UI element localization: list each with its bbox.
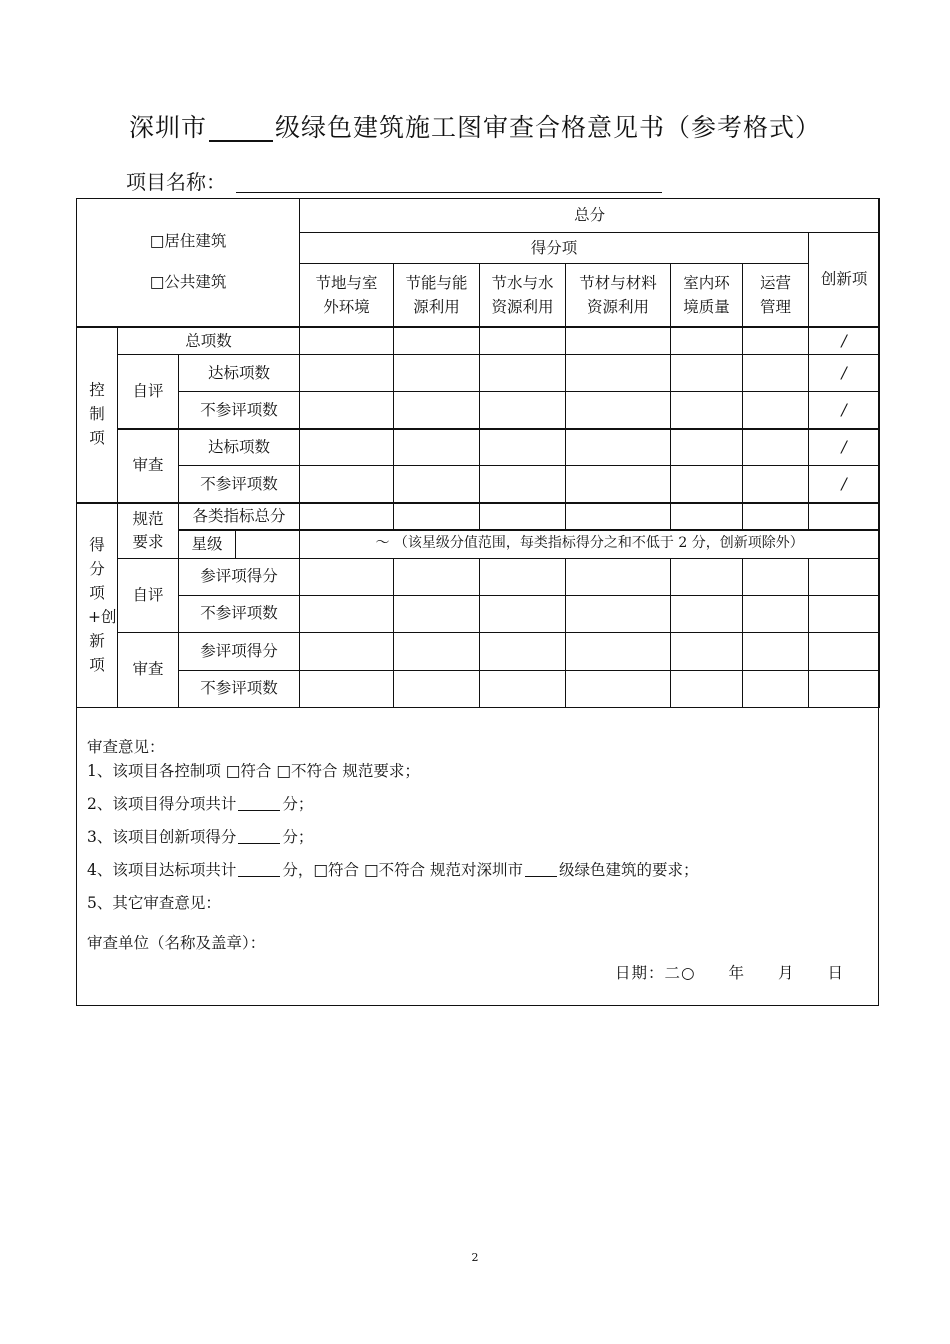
- table-cell: [566, 466, 671, 503]
- spec-req-label: 规范要求: [118, 503, 179, 559]
- star-level-label: 星级: [179, 531, 236, 558]
- title-suffix: 级绿色建筑施工图审查合格意见书（参考格式）: [275, 113, 822, 142]
- met-items-label: 达标项数: [179, 429, 300, 466]
- table-cell: [300, 558, 394, 595]
- category-header: 节材与材料资源利用: [566, 264, 671, 327]
- table-cell: [566, 595, 671, 632]
- blank-line: [238, 810, 280, 811]
- review-opinion-box: [76, 711, 879, 1006]
- self-eval-label: 自评: [118, 558, 179, 632]
- table-cell: [394, 503, 480, 530]
- table-cell: [566, 670, 671, 707]
- review-line-2: 2、该项目得分项共计 分；: [87, 795, 314, 813]
- review-line-5: 5、其它审查意见：: [87, 894, 221, 912]
- table-cell: [480, 466, 566, 503]
- table-cell: [743, 327, 809, 355]
- score-items-header: 得分项: [300, 233, 809, 264]
- table-cell: [566, 327, 671, 355]
- table-cell: [394, 392, 480, 429]
- table-cell: [480, 558, 566, 595]
- met-items-label: 达标项数: [179, 355, 300, 392]
- not-eval-items-label: 不参评项数: [179, 595, 300, 632]
- evaluation-table: [76, 198, 880, 708]
- table-cell: [480, 355, 566, 392]
- type-public: □公共建筑: [149, 273, 227, 292]
- page-number: 2: [471, 1251, 479, 1264]
- scoring-items-label: 得分项+创新项: [77, 503, 118, 708]
- table-cell: [300, 503, 394, 530]
- table-cell: [300, 670, 394, 707]
- star-range-note: ～ （该星级分值范围，每类指标得分之和不低于 2 分，创新项除外）: [300, 530, 880, 559]
- table-cell: [671, 595, 743, 632]
- eval-score-label: 参评项得分: [179, 632, 300, 670]
- blank-line: [238, 876, 280, 877]
- category-header: 运营管理: [743, 264, 809, 327]
- title-level-blank: [209, 140, 273, 142]
- type-residential: □居住建筑: [149, 232, 227, 251]
- table-cell: [480, 429, 566, 466]
- blank-line: [525, 876, 557, 877]
- table-cell: [394, 466, 480, 503]
- table-cell: [300, 595, 394, 632]
- table-cell: [394, 595, 480, 632]
- table-cell: [566, 355, 671, 392]
- table-cell: [743, 466, 809, 503]
- review-label: 审查: [118, 429, 179, 503]
- category-total-label: 各类指标总分: [179, 503, 300, 530]
- table-cell: [394, 429, 480, 466]
- review-line-4: 4、该项目达标项共计 分，□符合 □不符合 规范对深圳市 级绿色建筑的要求；: [87, 861, 699, 879]
- table-cell: [809, 670, 880, 707]
- eval-score-label: 参评项得分: [179, 558, 300, 595]
- review-line-3: 3、该项目创新项得分 分；: [87, 828, 314, 846]
- table-cell: [300, 429, 394, 466]
- title-prefix: 深圳市: [128, 113, 207, 142]
- table-cell: [809, 558, 880, 595]
- table-cell: [300, 355, 394, 392]
- table-cell: [743, 355, 809, 392]
- table-cell: [300, 327, 394, 355]
- table-cell: [480, 670, 566, 707]
- table-cell: [671, 670, 743, 707]
- table-cell: [671, 355, 743, 392]
- table-cell: [809, 503, 880, 530]
- total-items-label: 总项数: [118, 327, 300, 355]
- table-cell: [671, 392, 743, 429]
- table-cell: [671, 466, 743, 503]
- not-eval-items-label: 不参评项数: [179, 392, 300, 429]
- table-cell: [480, 595, 566, 632]
- innovation-slash: /: [809, 429, 880, 466]
- table-cell: [394, 632, 480, 670]
- category-header: 节能与能源利用: [394, 264, 480, 327]
- table-cell: [743, 429, 809, 466]
- table-cell: [743, 595, 809, 632]
- table-cell: [480, 327, 566, 355]
- table-cell: [671, 632, 743, 670]
- table-cell: [394, 327, 480, 355]
- table-cell: [480, 392, 566, 429]
- table-cell: [566, 632, 671, 670]
- page-title: [0, 108, 950, 144]
- table-cell: [743, 632, 809, 670]
- table-cell: [566, 503, 671, 530]
- table-cell: [300, 392, 394, 429]
- table-cell: [671, 558, 743, 595]
- blank-line: [238, 843, 280, 844]
- table-cell: [300, 632, 394, 670]
- table-cell: [671, 327, 743, 355]
- project-name-line: [236, 192, 662, 193]
- table-cell: [394, 670, 480, 707]
- review-unit: 审查单位（名称及盖章）：: [87, 934, 266, 952]
- innovation-slash: /: [809, 392, 880, 429]
- not-eval-items-label: 不参评项数: [179, 670, 300, 707]
- table-cell: [480, 503, 566, 530]
- table-cell: [671, 503, 743, 530]
- category-header: 节地与室外环境: [300, 264, 394, 327]
- building-type-cell: [77, 199, 300, 327]
- not-eval-items-label: 不参评项数: [179, 466, 300, 503]
- table-cell: [300, 466, 394, 503]
- category-header: 室内环境质量: [671, 264, 743, 327]
- control-items-label: 控制项: [77, 327, 118, 503]
- table-cell: [743, 503, 809, 530]
- table-cell: [809, 632, 880, 670]
- table-cell: [743, 392, 809, 429]
- table-cell: [394, 355, 480, 392]
- table-cell: [566, 392, 671, 429]
- table-cell: [394, 558, 480, 595]
- innovation-slash: /: [809, 355, 880, 392]
- review-heading: 审查意见：: [87, 738, 165, 756]
- innovation-slash: /: [809, 327, 880, 355]
- project-name-label: 项目名称：: [126, 170, 226, 194]
- review-line-1: 1、该项目各控制项 □符合 □不符合 规范要求；: [87, 762, 420, 780]
- table-cell: [743, 558, 809, 595]
- self-eval-label: 自评: [118, 355, 179, 429]
- category-header: 节水与水资源利用: [480, 264, 566, 327]
- table-cell: [743, 670, 809, 707]
- table-cell: [671, 429, 743, 466]
- total-score-header: 总分: [300, 199, 880, 233]
- innovation-slash: /: [809, 466, 880, 503]
- review-date: 日期：二○ 年 月 日: [614, 964, 844, 982]
- star-level-cell: [179, 530, 300, 559]
- table-cell: [566, 429, 671, 466]
- table-cell: [809, 595, 880, 632]
- table-cell: [480, 632, 566, 670]
- review-label: 审查: [118, 632, 179, 707]
- innovation-header: 创新项: [809, 233, 880, 327]
- table-cell: [566, 558, 671, 595]
